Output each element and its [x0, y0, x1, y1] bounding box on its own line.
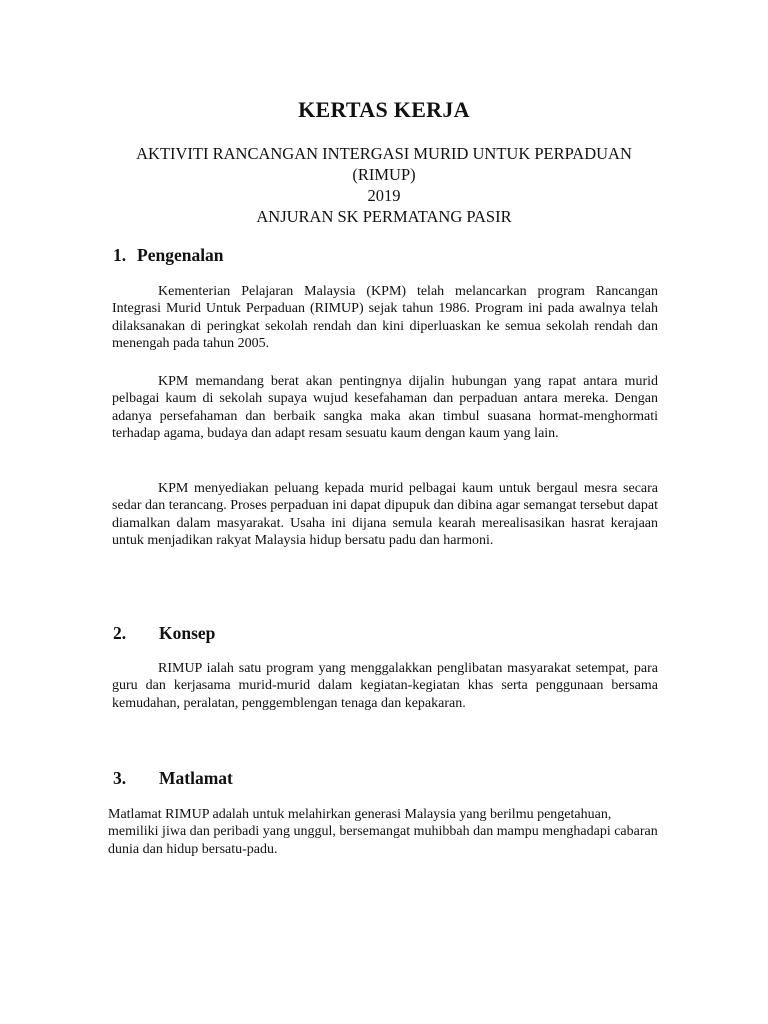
section-title: Konsep	[159, 623, 216, 643]
subtitle-line: (RIMUP)	[352, 165, 416, 184]
document-title: KERTAS KERJA	[298, 97, 470, 122]
section-title: Pengenalan	[137, 245, 224, 265]
section-heading-konsep	[113, 623, 215, 644]
paragraph: KPM menyediakan peluang kepada murid pelbagai kaum untuk bergaul mesra secara sedar dan terancang. Proses perpaduan ini dapat dipupuk dan dibina agar semangat tersebut dapat diamalkan dalam masyarakat. Usaha ini dijana semula kearah merealisasikan hasrat kerajaan untuk menjadikan rakyat Malaysia hidup bersatu padu dan harmoni.	[112, 481, 658, 549]
section-number: 3.	[113, 768, 127, 788]
section-number: 2.	[113, 623, 127, 643]
subtitle-line: ANJURAN SK PERMATANG PASIR	[256, 207, 512, 226]
paragraph: Kementerian Pelajaran Malaysia (KPM) telah melancarkan program Rancangan Integrasi Murid Untuk Perpaduan (RIMUP) sejak tahun 1986. Program ini pada awalnya telah dilaksanakan di peringkat sekolah rendah dan kini diperluaskan ke semua sekolah rendah dan menengah pada tahun 2005.	[112, 284, 658, 352]
section-number: 1.	[113, 245, 127, 265]
subtitle-line: 2019	[367, 186, 401, 205]
section-heading-matlamat	[113, 768, 233, 789]
paragraph: KPM memandang berat akan pentingnya dijalin hubungan yang rapat antara murid pelbagai kaum di sekolah supaya wujud kesefahaman dan perpaduan antara mereka. Dengan adanya persefahaman dan berbaik sangka maka akan timbul suasana hormat-menghormati terhadap agama, budaya dan adapt resam sesuatu kaum dengan kaum yang lain.	[112, 374, 658, 442]
section-heading-pengenalan	[113, 245, 224, 266]
subtitle-line: AKTIVITI RANCANGAN INTERGASI MURID UNTUK PERPADUAN	[136, 144, 632, 163]
paragraph: RIMUP ialah satu program yang menggalakkan penglibatan masyarakat setempat, para guru dan kerjasama murid-murid dalam kegiatan-kegiatan khas serta penggunaan bersama kemudahan, peralatan, penggemblengan tenaga dan kepakaran.	[112, 661, 658, 711]
section-title: Matlamat	[159, 768, 233, 788]
paragraph: Matlamat RIMUP adalah untuk melahirkan generasi Malaysia yang berilmu pengetahuan, memiliki jiwa dan peribadi yang unggul, bersemangat muhibbah dan mampu menghadapi cabaran dunia dan hidup bersatu-padu.	[108, 807, 658, 857]
document-subtitle	[100, 143, 668, 227]
